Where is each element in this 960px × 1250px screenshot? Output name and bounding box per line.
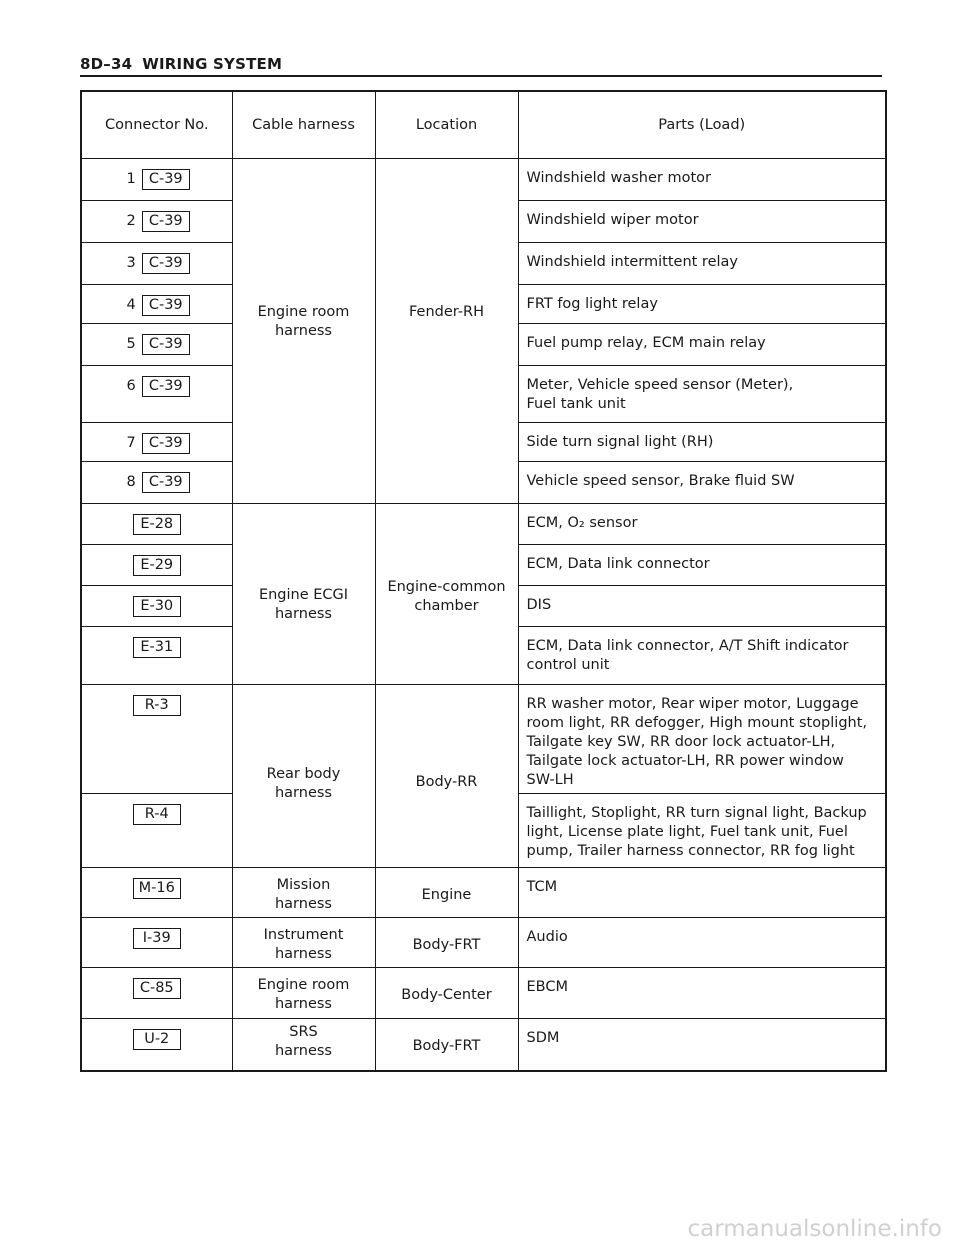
connector-id: E-30 xyxy=(133,596,181,617)
section-title: WIRING SYSTEM xyxy=(142,55,283,73)
parts-cell: Vehicle speed sensor, Brake fluid SW xyxy=(518,462,886,504)
connector-id: R-3 xyxy=(133,695,181,716)
parts-cell: Windshield intermittent relay xyxy=(518,243,886,285)
col-header-parts: Parts (Load) xyxy=(518,91,886,159)
connector-cell xyxy=(81,627,232,685)
connector-id: C-39 xyxy=(142,334,190,355)
parts-cell: RR washer motor, Rear wiper motor, Luggage room light, RR defogger, High mount stoplight, Tailgate key SW, RR door lock actuator-LH, Tailgate lock actuator-LH, RR power window SW-LH xyxy=(518,685,886,794)
row-number: 7 xyxy=(126,435,136,451)
col-header-connector: Connector No. xyxy=(81,91,232,159)
cable-harness-cell: Mission harness xyxy=(232,868,375,918)
parts-cell: FRT fog light relay xyxy=(518,285,886,324)
parts-cell: Windshield washer motor xyxy=(518,159,886,201)
connector-cell xyxy=(81,504,232,545)
table-row xyxy=(81,504,886,545)
connector-cell xyxy=(81,794,232,868)
row-number: 8 xyxy=(126,474,136,490)
table-body xyxy=(81,159,886,1071)
parts-cell: TCM xyxy=(518,868,886,918)
connector-id: E-31 xyxy=(133,637,181,658)
parts-cell: ECM, O₂ sensor xyxy=(518,504,886,545)
table-row xyxy=(81,1019,886,1071)
connector-id: E-28 xyxy=(133,514,181,535)
connector-cell xyxy=(81,201,232,243)
table-row xyxy=(81,868,886,918)
row-number: 2 xyxy=(126,213,136,229)
connector-cell xyxy=(81,159,232,201)
location-cell: Body-FRT xyxy=(375,918,518,968)
location-cell: Engine-common chamber xyxy=(375,504,518,685)
parts-cell: Windshield wiper motor xyxy=(518,201,886,243)
cable-harness-cell: Engine ECGI harness xyxy=(232,504,375,685)
connector-cell xyxy=(81,586,232,627)
table-header-row xyxy=(81,91,886,159)
connector-id: I-39 xyxy=(133,928,181,949)
connector-id: C-39 xyxy=(142,211,190,232)
table-row xyxy=(81,159,886,201)
connector-id: C-39 xyxy=(142,433,190,454)
connector-id: C-85 xyxy=(133,978,181,999)
location-cell: Fender-RH xyxy=(375,159,518,504)
connector-cell xyxy=(81,968,232,1019)
row-number: 1 xyxy=(126,171,136,187)
header-rule xyxy=(80,75,882,77)
cable-harness-cell: Rear body harness xyxy=(232,685,375,868)
location-cell: Engine xyxy=(375,868,518,918)
connector-cell xyxy=(81,868,232,918)
connector-id: E-29 xyxy=(133,555,181,576)
location-cell: Body-Center xyxy=(375,968,518,1019)
parts-cell: Side turn signal light (RH) xyxy=(518,423,886,462)
connector-cell xyxy=(81,918,232,968)
page-id: 8D–34 xyxy=(80,55,133,73)
connector-id: M-16 xyxy=(133,878,181,899)
parts-cell: ECM, Data link connector xyxy=(518,545,886,586)
connector-cell xyxy=(81,243,232,285)
col-header-location: Location xyxy=(375,91,518,159)
connector-id: C-39 xyxy=(142,376,190,397)
row-number: 5 xyxy=(126,336,136,352)
connector-cell xyxy=(81,423,232,462)
connector-cell xyxy=(81,285,232,324)
row-number: 3 xyxy=(126,255,136,271)
connector-cell xyxy=(81,462,232,504)
row-number: 6 xyxy=(126,378,136,394)
col-header-harness: Cable harness xyxy=(232,91,375,159)
table-row xyxy=(81,685,886,794)
connector-id: C-39 xyxy=(142,169,190,190)
cable-harness-cell: Engine room harness xyxy=(232,968,375,1019)
page-header xyxy=(80,55,282,73)
row-number: 4 xyxy=(126,297,136,313)
connector-id: C-39 xyxy=(142,253,190,274)
parts-cell: SDM xyxy=(518,1019,886,1071)
connector-cell xyxy=(81,324,232,366)
parts-cell: Audio xyxy=(518,918,886,968)
connector-id: R-4 xyxy=(133,804,181,825)
connector-table-wrap xyxy=(80,90,887,1072)
cable-harness-cell: SRS harness xyxy=(232,1019,375,1071)
parts-cell: Taillight, Stoplight, RR turn signal light, Backup light, License plate light, Fuel tank unit, Fuel pump, Trailer harness connector, RR fog light xyxy=(518,794,886,868)
connector-cell xyxy=(81,1019,232,1071)
watermark: carmanualsonline.info xyxy=(687,1216,942,1242)
cable-harness-cell: Instrument harness xyxy=(232,918,375,968)
table-row xyxy=(81,968,886,1019)
parts-cell: DIS xyxy=(518,586,886,627)
parts-cell: EBCM xyxy=(518,968,886,1019)
parts-cell: Meter, Vehicle speed sensor (Meter), Fuel tank unit xyxy=(518,366,886,423)
connector-id: C-39 xyxy=(142,472,190,493)
connector-id: C-39 xyxy=(142,295,190,316)
connector-cell xyxy=(81,366,232,423)
cable-harness-cell: Engine room harness xyxy=(232,159,375,504)
table-row xyxy=(81,918,886,968)
parts-cell: ECM, Data link connector, A/T Shift indicator control unit xyxy=(518,627,886,685)
connector-cell xyxy=(81,685,232,794)
location-cell: Body-FRT xyxy=(375,1019,518,1071)
connector-id: U-2 xyxy=(133,1029,181,1050)
parts-cell: Fuel pump relay, ECM main relay xyxy=(518,324,886,366)
connector-table xyxy=(80,90,887,1072)
connector-cell xyxy=(81,545,232,586)
location-cell: Body-RR xyxy=(375,685,518,868)
